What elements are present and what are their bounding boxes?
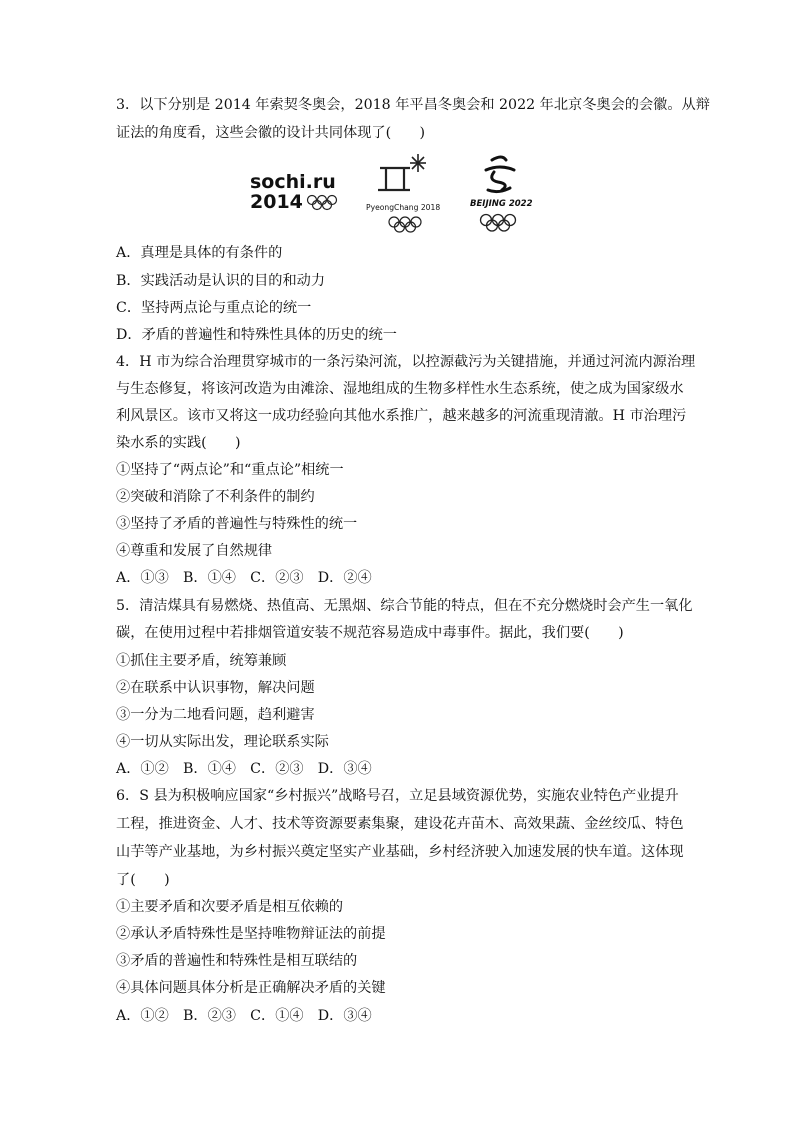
q6-stem-line3: 山芋等产业基地，为乡村振兴奠定坚实产业基础，乡村经济驶入加速发展的快车道。这体现 [116,844,684,860]
q5-statement-4: ④一切从实际出发，理论联系实际 [116,734,329,750]
q5-stem-line2: 碳，在使用过程中若排烟管道安装不规范容易造成中毒事件。据此，我们要( ) [116,625,624,641]
q6-stem-line2: 工程，推进资金、人才、技术等资源要素集聚，建设花卉苗木、高效果蔬、金丝绞瓜、特色 [116,816,684,832]
q6-options: A．①② B．②③ C．①④ D．③④ [116,1008,372,1024]
q4-options: A．①③ B．①④ C．②③ D．②④ [116,570,372,586]
q4-stem-line4: 染水系的实践( ) [116,435,241,451]
q4-statement-1: ①坚持了“两点论”和“重点论”相统一 [116,462,344,478]
q3-option-a: A．真理是具体的有条件的 [116,245,283,261]
pyeongchang-olympic-rings-icon [389,217,421,232]
q5-statement-2: ②在联系中认识事物，解决问题 [116,680,315,696]
sochi-emblem [250,171,337,213]
beijing-emblem [470,157,533,231]
q4-stem-line3: 利风景区。该市又将这一成功经验向其他水系推广，越来越多的河流重现清澈。H 市治理污 [116,408,687,424]
q4-stem-line2: 与生态修复，将该河改造为由滩涂、湿地组成的生物多样性水生态系统，使之成为国家级水 [116,381,684,397]
q4-statement-3: ③坚持了矛盾的普遍性与特殊性的统一 [116,516,358,532]
emblems-figure [248,150,548,236]
olympic-emblems [248,150,548,236]
q5-stem-line1: 5．清洁煤具有易燃烧、热值高、无黑烟、综合节能的特点，但在不充分燃烧时会产生一氧化 [116,598,693,614]
beijing-symbol-icon [486,157,514,192]
q6-stem-line1: 6．S 县为积极响应国家“乡村振兴”战略号召，立足县域资源优势，实施农业特色产业提升 [116,788,679,804]
sochi-olympic-rings-icon [308,196,337,210]
q3-stem-line1: 3．以下分别是 2014 年索契冬奥会，2018 年平昌冬奥会和 2022 年北京冬奥会的会徽。从辩 [116,97,710,113]
sochi-text-line1: sochi.ru [250,171,336,193]
q5-options: A．①② B．①④ C．②③ D．③④ [116,761,372,777]
pyeongchang-symbol-icon [378,154,426,190]
q3-option-b: B．实践活动是认识的目的和动力 [116,273,326,289]
q4-statement-4: ④尊重和发展了自然规律 [116,543,273,559]
sochi-text-line2: 2014 [250,191,303,213]
beijing-text: BEIJING 2022 [470,199,533,209]
q4-statement-2: ②突破和消除了不利条件的制约 [116,489,315,505]
q6-statement-2: ②承认矛盾特殊性是坚持唯物辩证法的前提 [116,926,386,942]
q5-statement-1: ①抓住主要矛盾，统筹兼顾 [116,653,287,669]
q6-stem-line4: 了( ) [116,872,170,888]
q6-statement-4: ④具体问题具体分析是正确解决矛盾的关键 [116,980,386,996]
q4-stem-line1: 4．H 市为综合治理贯穿城市的一条污染河流，以控源截污为关键措施，并通过河流内源治理 [116,354,696,370]
q6-statement-1: ①主要矛盾和次要矛盾是相互依赖的 [116,899,344,915]
pyeongchang-text: PyeongChang 2018 [366,203,441,212]
pyeongchang-emblem [366,154,440,232]
beijing-olympic-rings-icon [481,215,516,232]
q3-stem-line2: 证法的角度看，这些会徽的设计共同体现了( ) [116,125,426,141]
q3-option-d: D．矛盾的普遍性和特殊性具体的历史的统一 [116,327,397,343]
q3-option-c: C．坚持两点论与重点论的统一 [116,300,312,316]
q5-statement-3: ③一分为二地看问题，趋利避害 [116,707,315,723]
q6-statement-3: ③矛盾的普遍性和特殊性是相互联结的 [116,953,358,969]
